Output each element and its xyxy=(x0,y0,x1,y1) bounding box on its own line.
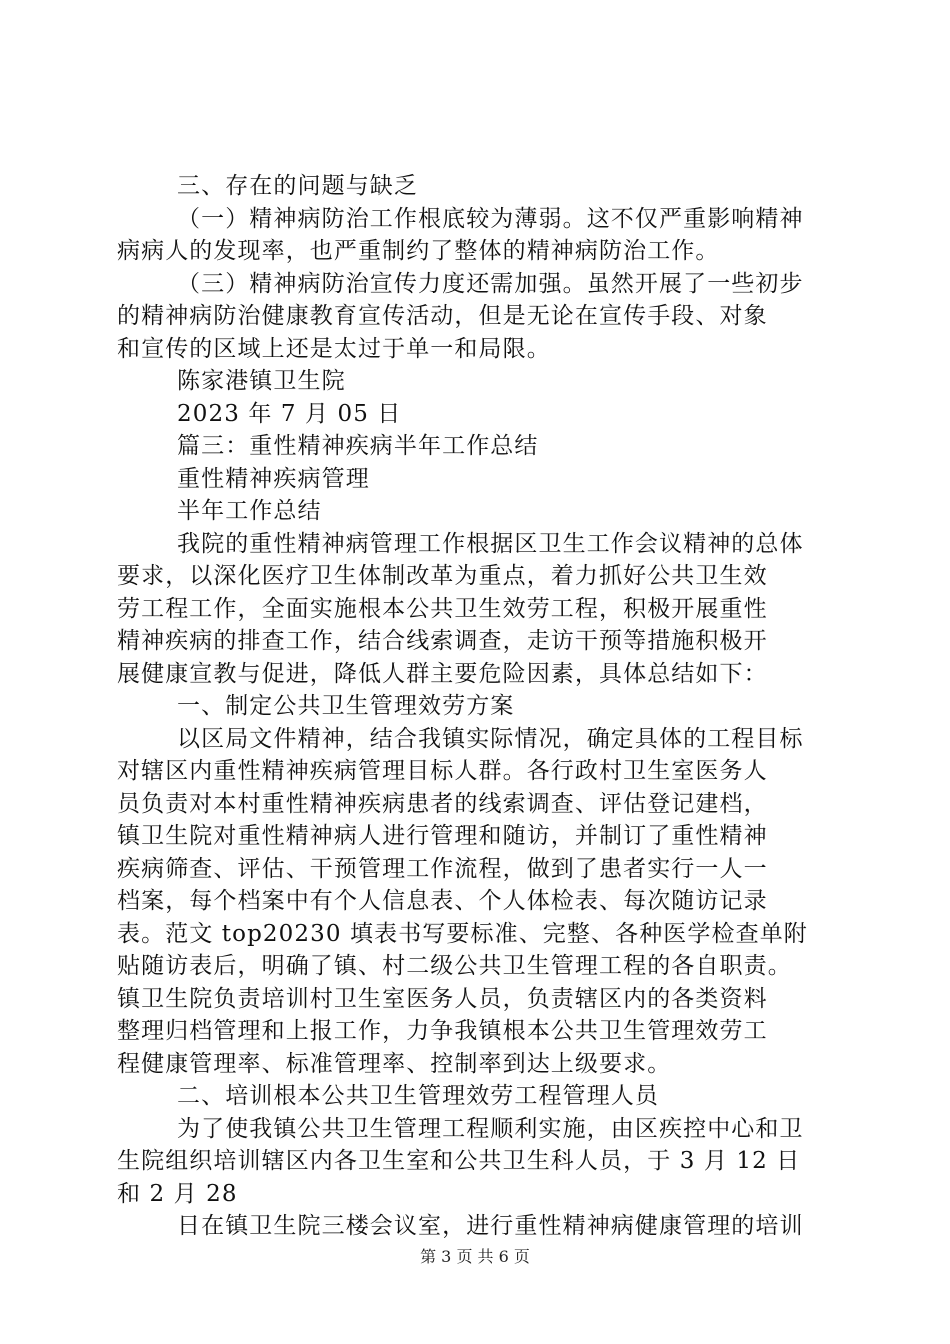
text-line: 为了使我镇公共卫生管理工程顺利实施，由区疾控中心和卫 xyxy=(177,1115,804,1142)
text-line: 要求，以深化医疗卫生体制改革为重点，着力抓好公共卫生效 xyxy=(117,563,768,589)
text-line: 整理归档管理和上报工作，力争我镇根本公共卫生管理效劳工 xyxy=(117,1018,768,1044)
text-line: 镇卫生院对重性精神病人进行管理和随访，并制订了重性精神 xyxy=(117,823,768,849)
text-line: 以区局文件精神，结合我镇实际情况，确定具体的工程目标 xyxy=(177,725,804,752)
text-line: 档案，每个档案中有个人信息表、个人体检表、每次随访记录 xyxy=(117,888,768,914)
text-line: 陈家港镇卫生院 xyxy=(177,368,346,394)
text-line: 劳工程工作，全面实施根本公共卫生效劳工程，积极开展重性 xyxy=(117,595,768,622)
text-line: 程健康管理率、标准管理率、控制率到达上级要求。 xyxy=(117,1050,672,1077)
text-line: 篇三：重性精神疾病半年工作总结 xyxy=(177,433,539,459)
text-line: 二、培训根本公共卫生管理效劳工程管理人员 xyxy=(177,1083,659,1109)
text-line: （一）精神病防治工作根底较为薄弱。这不仅严重影响精神 xyxy=(177,205,804,232)
text-line: 2023 年 7 月 05 日 xyxy=(177,400,402,427)
document-body xyxy=(117,170,833,1243)
text-line: 和 2 月 28 xyxy=(117,1180,238,1207)
text-line: 表。范文 top20230 填表书写要标准、完整、各种医学检查单附 xyxy=(117,920,808,947)
text-line: 生院组织培训辖区内各卫生室和公共卫生科人员，于 3 月 12 日 xyxy=(117,1148,801,1174)
text-line: 日在镇卫生院三楼会议室，进行重性精神病健康管理的培训 xyxy=(177,1213,804,1239)
text-line: 展健康宣教与促进，降低人群主要危险因素，具体总结如下： xyxy=(117,660,768,687)
text-line: （三）精神病防治宣传力度还需加强。虽然开展了一些初步 xyxy=(177,270,804,297)
text-line: 病病人的发现率，也严重制约了整体的精神病防治工作。 xyxy=(117,238,720,264)
text-line: 精神疾病的排查工作，结合线索调查，走访干预等措施积极开 xyxy=(117,628,768,654)
text-line: 和宣传的区域上还是太过于单一和局限。 xyxy=(117,335,551,362)
text-line: 一、制定公共卫生管理效劳方案 xyxy=(177,693,515,719)
text-line: 疾病筛查、评估、干预管理工作流程，做到了患者实行一人一 xyxy=(117,855,768,882)
text-line: 三、存在的问题与缺乏 xyxy=(177,173,418,199)
text-line: 我院的重性精神病管理工作根据区卫生工作会议精神的总体 xyxy=(177,530,804,557)
text-line: 贴随访表后，明确了镇、村二级公共卫生管理工程的各自职责。 xyxy=(117,953,792,979)
page-number-footer: 第 3 页 共 6 页 xyxy=(420,1247,530,1266)
text-line: 半年工作总结 xyxy=(177,498,322,524)
text-line: 的精神病防治健康教育宣传活动，但是无论在宣传手段、对象 xyxy=(117,303,768,329)
text-line: 对辖区内重性精神疾病管理目标人群。各行政村卫生室医务人 xyxy=(117,758,768,784)
text-line: 重性精神疾病管理 xyxy=(177,465,370,492)
text-line: 镇卫生院负责培训村卫生室医务人员，负责辖区内的各类资料 xyxy=(117,985,768,1012)
text-line: 员负责对本村重性精神疾病患者的线索调查、评估登记建档， xyxy=(117,790,768,817)
